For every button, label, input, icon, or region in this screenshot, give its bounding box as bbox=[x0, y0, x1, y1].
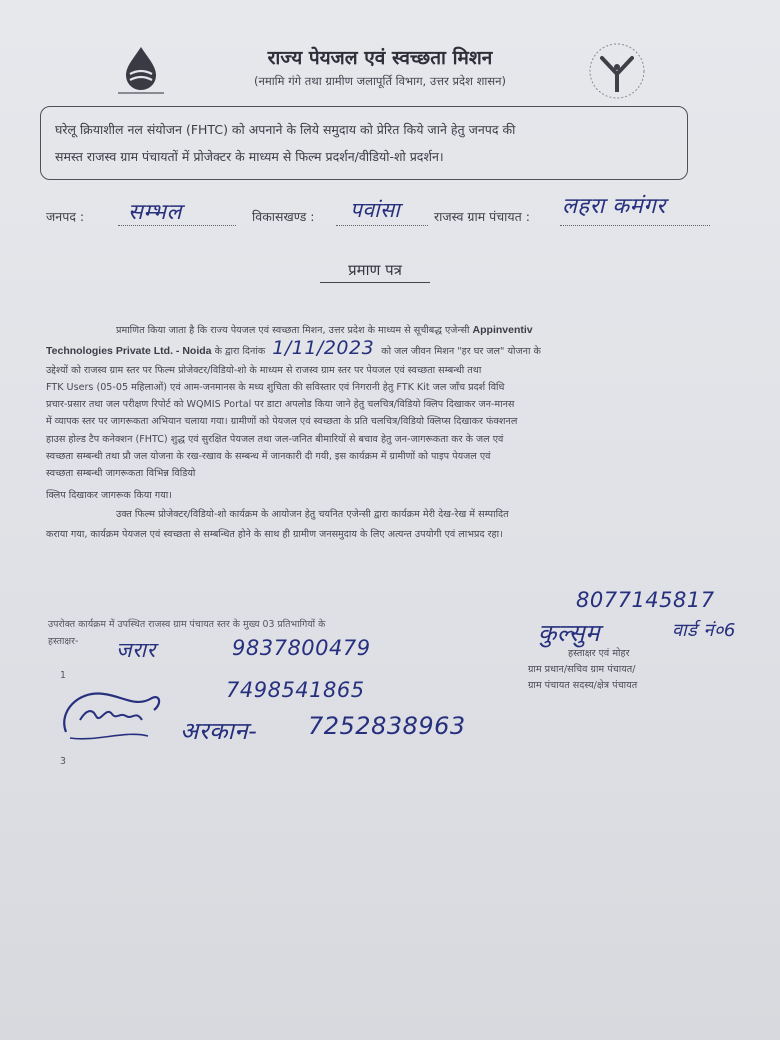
program-banner bbox=[40, 106, 688, 180]
pradhan-phone: 8077145817 bbox=[576, 588, 715, 612]
participant-2-phone: 7498541865 bbox=[226, 678, 365, 702]
banner-line-1: घरेलू क्रियाशील नल संयोजन (FHTC) को अपनाने के लिये समुदाय को प्रेरित किये जाने हेतु जनपद की bbox=[55, 122, 516, 137]
department-subtitle: (नमामि गंगे तथा ग्रामीण जलापूर्ति विभाग, उत्तर प्रदेश शासन) bbox=[253, 74, 507, 88]
program-date: 1/11/2023 bbox=[272, 337, 375, 359]
certificate-paragraph-2: उक्त फिल्म प्रोजेक्टर/विडियो-शो कार्यक्रम के आयोजन हेतु चयनित एजेन्सी द्वारा कार्यक्रम मेरी देख-रेख में सम्पादित bbox=[116, 509, 509, 520]
district-label: जनपद : bbox=[46, 209, 85, 224]
certificate-paragraph-1: प्रमाणित किया जाता है कि राज्य पेयजल एवं स्वच्छता मिशन, उत्तर प्रदेश के माध्यम से सूचीबद्ध एजेन्सी Appinventiv bbox=[116, 324, 533, 336]
sign-seal-label: हस्ताक्षर एवं मोहर bbox=[568, 648, 630, 659]
pradhan-ward: वार्ड नं०6 bbox=[672, 620, 736, 641]
member-designation: ग्राम पंचायत सदस्य/क्षेत्र पंचायत bbox=[528, 680, 638, 691]
mission-title: राज्य पेयजल एवं स्वच्छता मिशन bbox=[267, 47, 493, 69]
participant-3-phone: 7252838963 bbox=[308, 712, 466, 740]
participants-note: उपरोक्त कार्यक्रम में उपस्थित राजस्व ग्राम पंचायत स्तर के मुख्य 03 प्रतिभागियों के bbox=[48, 619, 326, 630]
participant-1-phone: 9837800479 bbox=[232, 636, 371, 660]
certificate-title: प्रमाण पत्र bbox=[320, 260, 430, 283]
water-mission-logo-icon bbox=[112, 44, 170, 98]
panchayat-value: लहरा कमंगर bbox=[562, 194, 666, 219]
certificate-page: राज्य पेयजल एवं स्वच्छता मिशन (नमामि गंगे तथा ग्रामीण जलापूर्ति विभाग, उत्तर प्रदेश शासन) घरेलू क्रियाशील नल संयोजन (FHTC) को अपनाने के लिये समुदाय को प्रेरित किये जाने हेतु जनपद की समस्त राजस्व ग्राम पंचायतों में प्रोजेक्टर के माध्यम से फिल्म प्रदर्शन/वीडियो-शो प्रदर्शन। जनपद : सम्भल विकासखण्ड : पवांसा राजस्व ग्राम पंचायत : लहरा कमंगर प्रमाण पत्र प्रमाणित किया जाता है कि राज्य पेयजल एवं स्वच्छता मिशन, उत्तर प्रदेश के माध्यम से सूचीबद्ध एजेन्सी Appinventiv Technologies Private Ltd. - Noida के द्वारा दिनांक 1/11/2023 को जल जीवन मिशन "हर घर जल" योजना के उद्देश्यों को राजस्व ग्राम स्तर पर फिल्म प्रोजेक्टर/विडियो-शो के माध्यम से राजस्व ग्राम स्तर पर पेयजल एवं स्वच्छता सम्बन्धी तथा FTK Users (05-05 महिलाओं) एवं आम-जनमानस के मध्य शुचिता की सविस्तार एवं निगरानी हेतु FTK Kit जल जाँच प्रदर्श विधि प्रचार-प्रसार तथा जल परीक्षण रिपोर्ट को WQMIS Portal पर डाटा अपलोड किया जाने हेतु चलचित्र/विडियो क्लिप दिखाकर जन-मानस में व्यापक स्तर पर जागरूकता अभियान चलाया गया। ग्रामीणों को पेयजल एवं स्वच्छता के प्रति चलचित्र/विडियो क्लिप्स दिखाकर फंक्शनल हाउस होल्ड टैप कनेक्शन (FHTC) शुद्ध एवं सुरक्षित पेयजल तथा जल-जनित बीमारियों से बचाव हेतु जन-जागरूकता कर के जल एवं स्वच्छता सम्बन्धी तथा प्रौ जल योजना के रख-रखाव के सम्बन्ध में जानकारी दी गयी, इस कार्यक्रम में ग्रामीणों को पाइप पेयजल एवं स्वच्छता सम्बन्धी जागरूकता विभिन्न विडियो क्लिप दिखाकर जागरूक किया गया। उक्त फिल्म प्रोजेक्टर/विडियो-शो कार्यक्रम के आयोजन हेतु चयनित एजेन्सी द्वारा कार्यक्रम मेरी देख-रेख में सम्पादित कराया गया, कार्यक्रम पेयजल एवं स्वच्छता से सम्बन्धित होने के साथ ही ग्रामीण जनसमुदाय के लिए अत्यन्त उपयोगी एवं लाभप्रद रहा। उपरोक्त कार्यक्रम में उपस्थित राजस्व ग्राम पंचायत स्तर के मुख्य 03 प्रतिभागियों के हस्ताक्षर- जरार 9837800479 1 7498541865 अरकान- 7252838963 3 8077145817 कुल्सुम वार्ड नं०6 हस्ताक्षर एवं मोहर ग्राम प्रधान/सचिव ग्राम पंचायत/ ग्राम पंचायत सदस्य/क्षेत्र पंचायत bbox=[0, 0, 780, 1040]
jal-jeevan-logo-icon bbox=[586, 40, 648, 102]
participant-1-name: जरार bbox=[116, 638, 156, 662]
block-label: विकासखण्ड : bbox=[252, 209, 315, 224]
banner-line-2: समस्त राजस्व ग्राम पंचायतों में प्रोजेक्टर के माध्यम से फिल्म प्रदर्शन/वीडियो-शो प्रदर्शन। bbox=[55, 149, 444, 164]
participants-sign-label: हस्ताक्षर- bbox=[48, 636, 79, 647]
pradhan-name: कुल्सुम bbox=[538, 619, 601, 647]
participant-2-signature-icon bbox=[56, 680, 168, 752]
district-value: सम्भल bbox=[128, 200, 182, 225]
block-value: पवांसा bbox=[350, 198, 401, 222]
pradhan-designation: ग्राम प्रधान/सचिव ग्राम पंचायत/ bbox=[528, 664, 636, 675]
panchayat-label: राजस्व ग्राम पंचायत : bbox=[434, 209, 530, 224]
participant-3-name: अरकान- bbox=[180, 717, 258, 745]
